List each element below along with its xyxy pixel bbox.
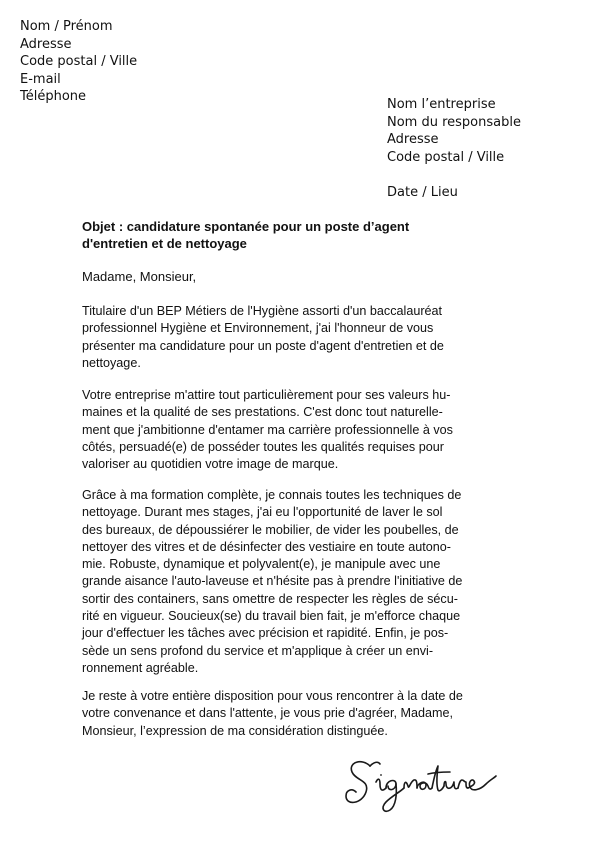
paragraph-line: Titulaire d'un BEP Métiers de l'Hygiène assorti d'un baccalauréat [82,304,443,318]
paragraph-line: valoriser au quotidien votre image de marque. [82,457,339,472]
paragraph-line: nettoyage. Durant mes stages, j'ai eu l'opportunité de laver le sol [82,505,443,520]
paragraph-line: mie. Robuste, dynamique et polyvalent(e), je manipule avec une [82,557,441,572]
recipient-company: Nom l’entreprise [387,97,496,112]
letter-subject [82,218,522,252]
paragraph-experience [82,487,462,677]
paragraph-line: Grâce à ma formation complète, je connais toutes les techniques de [82,488,462,502]
paragraph-line: ronnement agréable. [82,660,199,675]
paragraph-line: rité en vigueur. Soucieux(se) du travail bien fait, je m'efforce chaque [82,609,461,624]
recipient-manager: Nom du responsable [387,114,521,130]
sender-phone: Téléphone [20,89,87,104]
salutation: Madame, Monsieur, [82,269,197,284]
paragraph-line: Monsieur, l’expression de ma considération distinguée. [82,723,388,738]
recipient-block [387,96,521,166]
date-place: Date / Lieu [387,185,458,200]
paragraph-line: professionnel Hygiène et Environnement, j'ai l'honneur de vous [82,321,434,336]
paragraph-line: Votre entreprise m'attire tout particulièrement pour ses valeurs hu- [82,388,451,402]
recipient-postal-city: Code postal / Ville [387,149,505,165]
paragraph-line: sortir des containers, sans omettre de respecter les règles de sécu- [82,591,458,606]
paragraph-introduction [82,303,444,372]
paragraph-line: nettoyer des vitres et de désinfecter des vestiaire en toute autono- [82,539,451,554]
paragraph-line: votre convenance et dans l'attente, je vous prie d'agréer, Madame, [82,706,453,721]
paragraph-closing [82,688,463,740]
paragraph-line: nettoyage. [82,355,141,370]
paragraph-line: Je reste à votre entière disposition pour vous rencontrer à la date de [82,689,463,703]
paragraph-line: ment que j'ambitionne d'entamer ma carrière professionnelle à vos [82,422,453,437]
sender-name: Nom / Prénom [20,19,113,34]
paragraph-motivation [82,387,453,473]
sender-block [20,18,137,106]
sender-postal-city: Code postal / Ville [20,54,138,69]
paragraph-line: des bureaux, de dépoussiérer le mobilier, de vider les poubelles, de [82,522,459,537]
subject-line: d'entretien et de nettoyage [82,236,247,251]
paragraph-line: côtés, persuadé(e) de posséder toutes les qualités requises pour [82,439,444,454]
paragraph-line: jour d'effectuer les tâches avec précision et rapidité. Enfin, je pos- [82,626,449,641]
recipient-address: Adresse [387,132,439,147]
sender-address: Adresse [20,36,72,52]
paragraph-line: sède un sens profond du service et m'applique à créer un envi- [82,643,434,658]
paragraph-line: maines et la qualité de ses prestations. C'est donc tout naturelle- [82,405,443,420]
handwritten-signature [340,748,500,820]
sender-email: E-mail [20,71,61,87]
subject-line: Objet : candidature spontanée pour un poste d’agent [82,219,410,234]
paragraph-line: présenter ma candidature pour un poste d'agent d'entretien et de [82,338,444,353]
paragraph-line: grande aisance l'auto-laveuse et n'hésite pas à prendre l'initiative de [82,574,463,589]
